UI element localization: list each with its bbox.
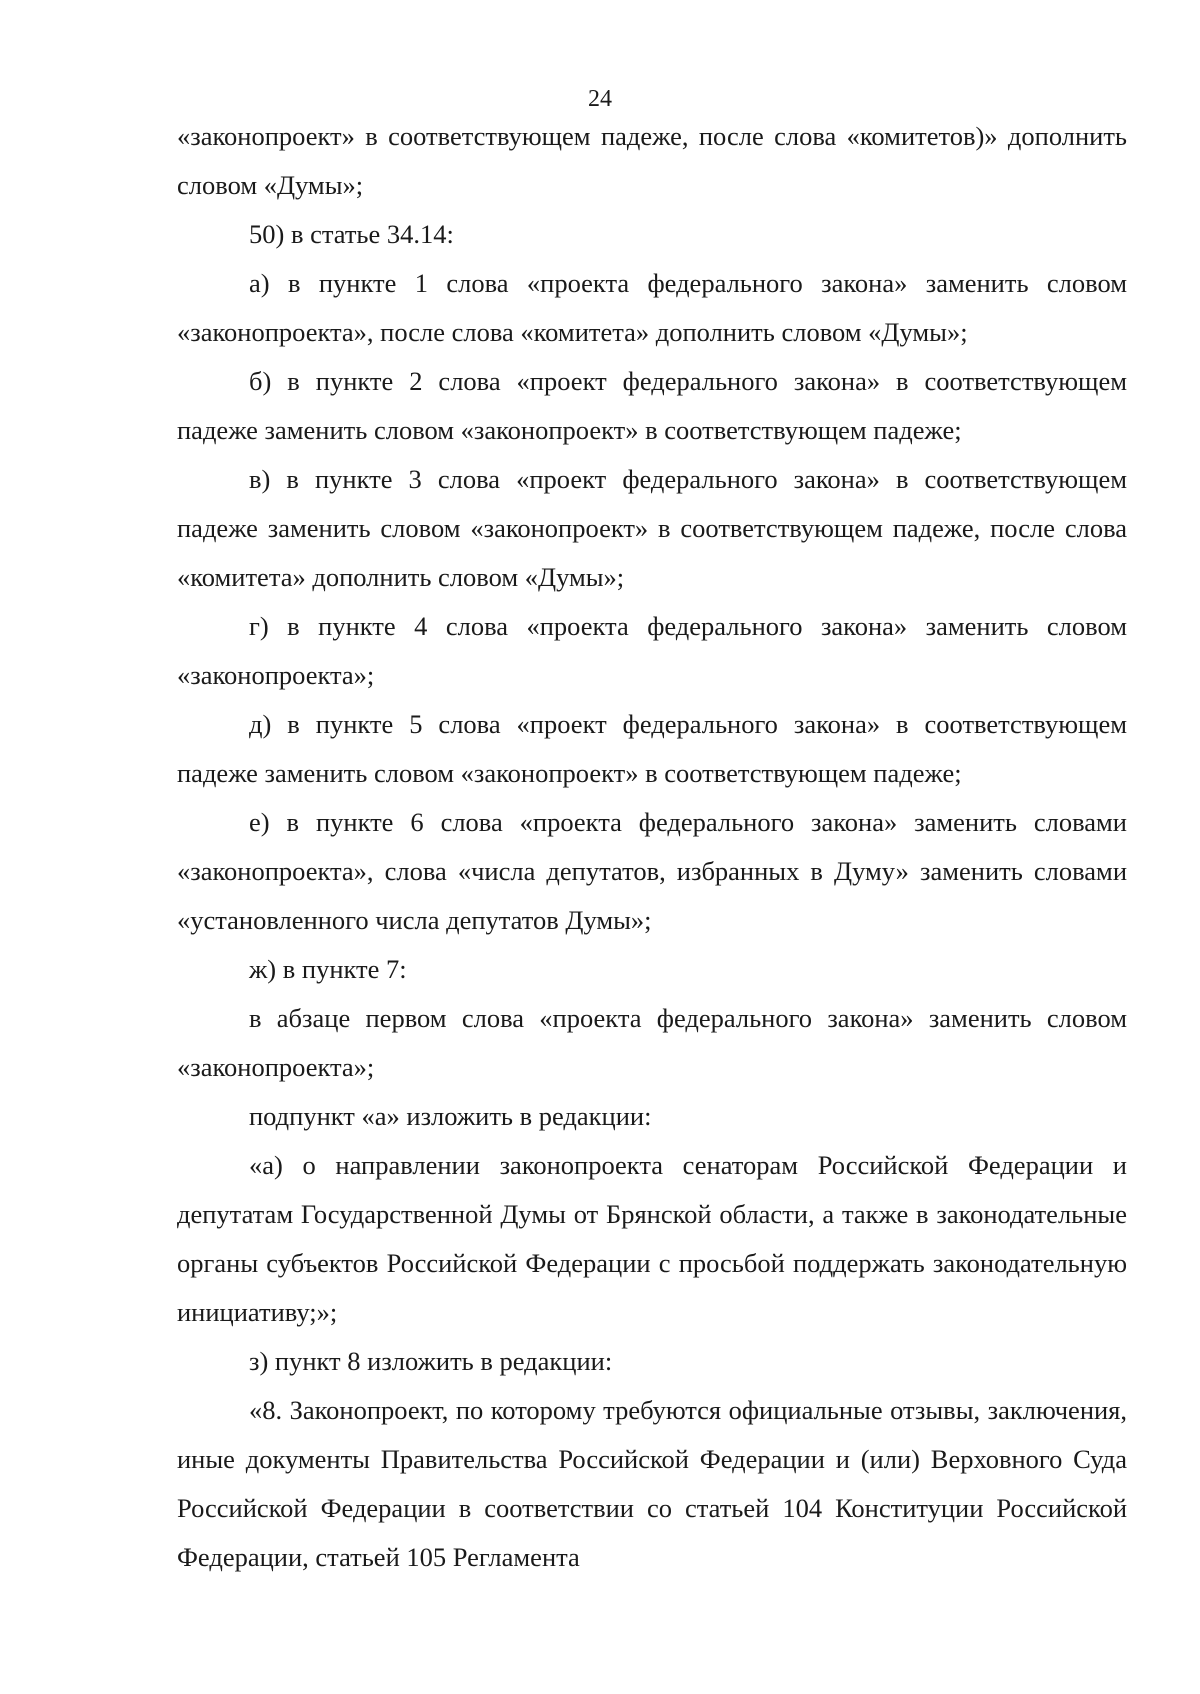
- paragraph: з) пункт 8 изложить в редакции:: [249, 1346, 613, 1376]
- paragraph: в абзаце первом слова «проекта федерального закона» заменить словом «законопроекта»;: [177, 1003, 1127, 1082]
- paragraph: д) в пункте 5 слова «проект федерального закона» в соответствующем падеже заменить словом «законопроект» в соответствующем падеже;: [177, 709, 1127, 788]
- paragraph: г) в пункте 4 слова «проекта федерального закона» заменить словом «законопроекта»;: [177, 611, 1127, 690]
- paragraph: «а) о направлении законопроекта сенаторам Российской Федерации и депутатам Государственной Думы от Брянской области, а также в законодательные органы субъектов Российской Федерации с просьбой поддержать законодательную инициативу;»;: [177, 1150, 1127, 1327]
- paragraph: б) в пункте 2 слова «проект федерального закона» в соответствующем падеже заменить словом «законопроект» в соответствующем падеже;: [177, 366, 1127, 445]
- document-body: [177, 112, 1127, 1582]
- paragraph: е) в пункте 6 слова «проекта федерального закона» заменить словами «законопроекта», слова «числа депутатов, избранных в Думу» заменить словами «установленного числа депутатов Думы»;: [177, 807, 1127, 935]
- paragraph: ж) в пункте 7:: [249, 954, 407, 984]
- paragraph: а) в пункте 1 слова «проекта федерального закона» заменить словом «законопроекта», после слова «комитета» дополнить словом «Думы»;: [177, 268, 1127, 347]
- page-number: 24: [588, 86, 612, 112]
- paragraph: «8. Законопроект, по которому требуются официальные отзывы, заключения, иные документы Правительства Российской Федерации и (или) Верховного Суда Российской Федерации в соответствии со статьей 104 Конституции Российской Федерации, статьей 105 Регламента: [177, 1395, 1127, 1572]
- paragraph: в) в пункте 3 слова «проект федерального закона» в соответствующем падеже заменить словом «законопроект» в соответствующем падеже, после слова «комитета» дополнить словом «Думы»;: [177, 464, 1127, 592]
- paragraph: «законопроект» в соответствующем падеже, после слова «комитетов)» дополнить словом «Думы»;: [177, 121, 1127, 200]
- paragraph: 50) в статье 34.14:: [249, 219, 454, 249]
- paragraph: подпункт «а» изложить в редакции:: [249, 1101, 652, 1131]
